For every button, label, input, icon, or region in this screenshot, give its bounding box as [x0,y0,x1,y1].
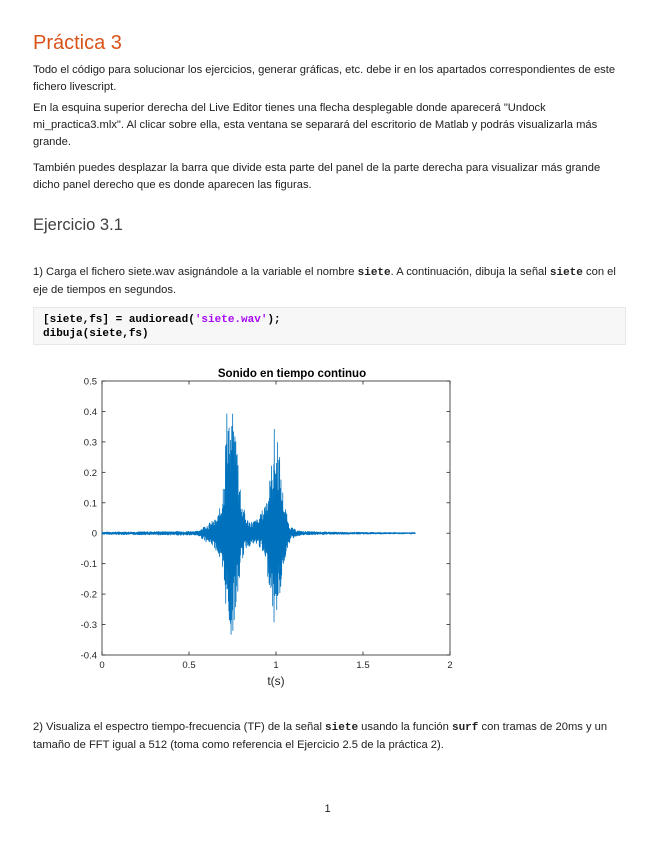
figure-chart[interactable] [60,360,480,695]
x-tick-label: 0 [99,660,105,671]
intro-paragraph-1: Todo el código para solucionar los ejercicios, generar gráficas, etc. debe ir en los apartados correspondientes de este fichero livescript. [33,64,616,93]
question-1 [33,264,623,299]
x-axis-label: t(s) [267,674,285,688]
question-2 [33,719,623,754]
x-tick-label: 2 [447,660,453,671]
y-tick-label: 0.1 [83,498,97,510]
code-block[interactable] [33,307,626,345]
y-tick-label: -0.2 [80,589,97,601]
chart-title: Sonido en tiempo continuo [217,368,367,380]
code-string-literal: 'siete.wav' [194,314,268,326]
y-tick-label: -0.3 [80,620,97,632]
y-tick-label: 0 [91,528,97,540]
page-title: Práctica 3 [33,32,122,54]
intro-paragraph-3: También puedes desplazar la barra que divide esta parte del panel de la parte derecha para visualizar más grande dicho panel derecho que es donde aparecen las figuras. [33,162,601,191]
variable-name: siete [357,267,391,279]
variable-name: siete [325,722,359,734]
function-name: surf [451,722,479,734]
question-1-text-c: con el eje de tiempos en segundos. [33,266,616,296]
x-tick-label: 1 [273,660,279,671]
x-tick-label: 1.5 [356,660,370,671]
code-text: [siete,fs] = audioread( [43,314,195,326]
y-tick-label: 0.3 [83,437,97,449]
question-1-text-a: 1) Carga el fichero siete.wav asignándole a la variable el nombre [33,266,358,278]
y-tick-label: -0.4 [80,650,97,662]
code-text: ); [267,314,281,326]
page-number: 1 [324,803,331,815]
variable-name: siete [549,267,583,279]
code-line-1 [43,313,625,327]
question-2-text-c: con tramas de 20ms y un tamaño de FFT igual a 512 (toma como referencia el Ejercicio 2.5 de la práctica 2). [33,721,608,751]
question-2-text-b: usando la función [358,721,452,733]
question-2-text-a: 2) Visualiza el espectro tiempo-frecuencia (TF) de la señal [33,721,326,733]
section-heading: Ejercicio 3.1 [33,216,123,234]
code-line-2: dibuja(siete,fs) [43,328,149,340]
question-1-text-b: . A continuación, dibuja la señal [390,266,550,278]
y-tick-label: 0.5 [83,376,97,388]
y-tick-label: 0.2 [83,467,97,479]
intro-paragraph-2: En la esquina superior derecha del Live Editor tienes una flecha desplegable donde aparecerá "Undock mi_practica3.mlx". Al clicar sobre ella, esta ventana se separará del escritorio de Matlab y podrás visualizarla más grande. [33,102,598,148]
y-tick-label: 0.4 [83,406,97,418]
x-tick-label: 0.5 [182,660,196,671]
y-tick-label: -0.1 [80,559,97,571]
